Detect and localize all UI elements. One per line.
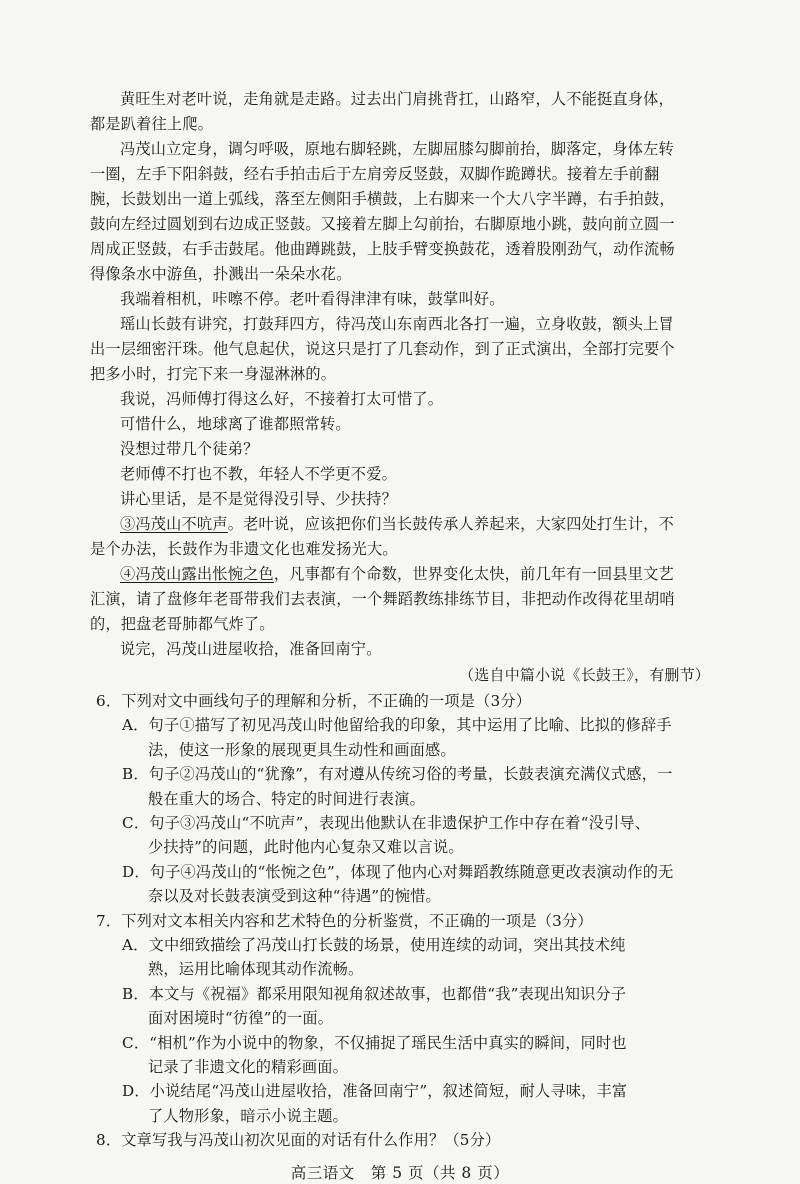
story-text-line: 汇演，请了盘修年老哥带我们去表演，一个舞蹈教练排练节目，非把动作改得花里胡哨	[90, 590, 675, 608]
underlined-sentence-3: ③冯茂山不吭声	[120, 515, 228, 533]
dialogue-line: 老师傅不打也不教，年轻人不学更不爱。	[120, 465, 397, 483]
story-text-line: 冯茂山立定身，调匀呼吸，原地右脚轻跳，左脚屈膝勾脚前抬，脚落定，身体左转	[120, 140, 674, 158]
story-text-line: 一圈，左手下阳斜鼓，经右手拍击后于左肩旁反竖鼓，双脚作跪蹲状。接着左手前翻	[90, 165, 660, 183]
story-text-line: 腕，长鼓划出一道上弧线，落至左侧阳手横鼓，上右脚来一个大八字半蹲，右手拍鼓，	[90, 190, 675, 208]
question-6-option-b-cont: 般在重大的场合、特定的时间进行表演。	[148, 789, 425, 808]
story-text-line: 周成正竖鼓，右手击鼓尾。他曲蹲跳鼓，上肢手臂变换鼓花，透着股刚劲气，动作流畅	[90, 240, 675, 258]
story-text-line: 是个办法，长鼓作为非遗文化也难发扬光大。	[90, 540, 398, 558]
question-6-option-d-cont: 奈以及对长鼓表演受到这种“待遇”的惋惜。	[148, 887, 441, 906]
story-text-line: 黄旺生对老叶说，走角就是走路。过去出门肩挑背扛，山路窄，人不能挺直身体，	[120, 90, 674, 108]
question-7-option-d: D．小说结尾“冯茂山进屋收拾，准备回南宁”，叙述简短，耐人寻味，丰富	[122, 1082, 628, 1101]
question-8-stem: 8．文章写我与冯茂山初次见面的对话有什么作用？（5分）	[96, 1131, 501, 1150]
story-text-line	[120, 513, 674, 535]
question-6-option-c: C．句子③冯茂山“不吭声”，表现出他默认在非遗保护工作中存在着“没引导、	[122, 814, 651, 832]
underlined-sentence-4: ④冯茂山露出怅惋之色	[120, 565, 274, 583]
story-text-line: 说完，冯茂山进屋收拾，准备回南宁。	[120, 640, 382, 658]
question-7-stem: 7．下列对文本相关内容和艺术特色的分析鉴赏，不正确的一项是（3分）	[96, 911, 593, 930]
story-text-line: 得像条水中游鱼，扑溅出一朵朵水花。	[90, 265, 352, 283]
question-7-option-b-cont: 面对困境时“彷徨”的一面。	[148, 1009, 334, 1028]
question-7-option-a: A．文中细致描绘了冯茂山打长鼓的场景，使用连续的动词，突出其技术纯	[122, 936, 626, 954]
dialogue-line: 我说，冯师傅打得这么好，不接着打太可惜了。	[120, 390, 444, 408]
question-7-option-d-cont: 了人物形象，暗示小说主题。	[148, 1106, 349, 1125]
question-6-option-a: A．句子①描写了初见冯茂山时他留给我的印象，其中运用了比喻、比拟的修辞手	[122, 716, 672, 735]
question-6-option-b: B．句子②冯茂山的“犹豫”，有对遵从传统习俗的考量，长鼓表演充满仪式感，一	[122, 765, 673, 784]
question-6-stem: 6．下列对文中画线句子的理解和分析，不正确的一项是（3分）	[96, 692, 532, 710]
sentence-continuation: ，凡事都有个命数，世界变化太快，前几年有一回县里文艺	[273, 565, 674, 583]
question-7-option-c-cont: 记录了非遗文化的精彩画面。	[148, 1058, 349, 1076]
story-text-line: 瑶山长鼓有讲究，打鼓拜四方，待冯茂山东南西北各打一遍，立身收鼓，额头上冒	[120, 315, 674, 333]
story-text-line: 的，把盘老哥肺都气炸了。	[90, 615, 275, 633]
question-6-option-d: D．句子④冯茂山的“怅惋之色”，体现了他内心对舞蹈教练随意更改表演动作的无	[122, 862, 674, 881]
story-text-line: 我端着相机，咔嚓不停。老叶看得津津有味，鼓掌叫好。	[120, 290, 505, 308]
dialogue-line: 可惜什么，地球离了谁都照常转。	[120, 415, 351, 433]
story-text-line: 鼓向左经过圆划到右边成正竖鼓。又接着左脚上勾前抬，右脚原地小跳，鼓向前立圆一	[90, 215, 675, 233]
page-footer: 高三语文 第 5 页（共 8 页）	[290, 1163, 510, 1182]
story-text-line	[120, 563, 674, 585]
story-text-line: 把多小时，打完下来一身湿淋淋的。	[90, 365, 337, 383]
question-7-option-c: C．“相机”作为小说中的物象，不仅捕捉了瑶民生活中真实的瞬间，同时也	[122, 1033, 627, 1052]
sentence-continuation: 。老叶说，应该把你们当长鼓传承人养起来，大家四处打生计，不	[227, 515, 674, 533]
story-text-line: 出一层细密汗珠。他气息起伏，说这只是打了几套动作，到了正式演出，全部打完要个	[90, 340, 675, 358]
question-7-option-b: B．本文与《祝福》都采用限知视角叙述故事，也都借“我”表现出知识分子	[122, 984, 627, 1003]
dialogue-line: 没想过带几个徒弟？	[120, 440, 259, 458]
source-attribution: （选自中篇小说《长鼓王》，有删节）	[459, 666, 710, 684]
dialogue-line: 讲心里话，是不是觉得没引导、少扶持？	[120, 490, 397, 508]
question-7-option-a-cont: 熟，运用比喻体现其动作流畅。	[148, 960, 364, 979]
question-6-option-c-cont: 少扶持”的问题，此时他内心复杂又难以言说。	[148, 838, 464, 857]
question-6-option-a-cont: 法，使这一形象的展现更具生动性和画面感。	[148, 740, 456, 759]
story-text-line: 都是趴着往上爬。	[90, 115, 214, 133]
